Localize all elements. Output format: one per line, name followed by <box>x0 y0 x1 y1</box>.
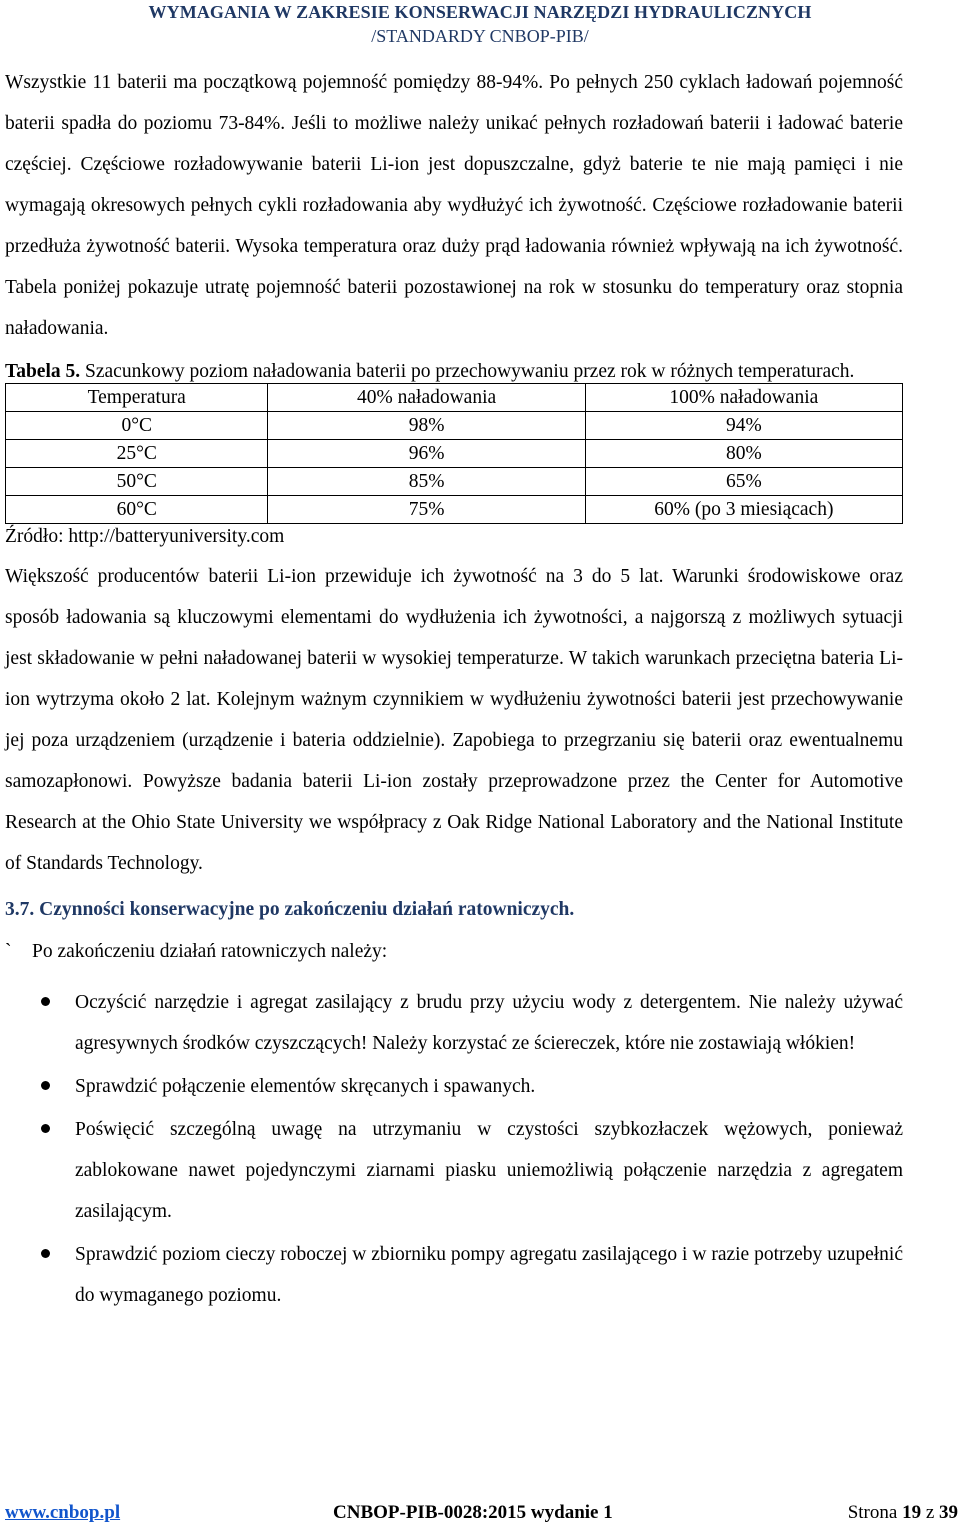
table-cell: 50°C <box>6 468 268 496</box>
table-row <box>6 412 903 440</box>
table-label: Tabela 5. <box>5 361 81 382</box>
table-cell: 65% <box>585 468 902 496</box>
of-word: z <box>925 1502 935 1523</box>
table-row <box>6 440 903 468</box>
list-item-text: Oczyścić narzędzie i agregat zasilający z brudu przy użyciu wody z detergentem. Nie należy używać agresywnych środków czyszczących! Należy korzystać ze ściereczek, które nie zostawiają włókien! <box>75 992 903 1054</box>
table-row <box>6 496 903 524</box>
document-id: CNBOP-PIB-0028:2015 wydanie 1 <box>333 1502 613 1523</box>
table-header-cell: Temperatura <box>6 384 268 412</box>
table-cell: 60°C <box>6 496 268 524</box>
list-item-text: Sprawdzić poziom cieczy roboczej w zbiorniku pompy agregatu zasilającego i w razie potrzeby uzupełnić do wymaganego poziomu. <box>75 1244 903 1306</box>
list-item <box>5 1066 903 1107</box>
table-row <box>6 468 903 496</box>
page-header <box>0 0 960 48</box>
section-intro <box>5 932 903 972</box>
table-header-cell: 100% naładowania <box>585 384 902 412</box>
website-link[interactable]: www.cnbop.pl <box>5 1502 121 1523</box>
section-title: 3.7. Czynności konserwacyjne po zakończeniu działań ratowniczych. <box>5 899 575 920</box>
list-item <box>5 1234 903 1316</box>
page-number: 19 <box>902 1502 922 1523</box>
list-item <box>5 1109 903 1232</box>
table-cell: 98% <box>268 412 585 440</box>
table-header-cell: 40% naładowania <box>268 384 585 412</box>
page-indicator <box>848 1500 958 1526</box>
table-cell: 94% <box>585 412 902 440</box>
table-cell: 60% (po 3 miesiącach) <box>585 496 902 524</box>
maintenance-list <box>5 982 903 1316</box>
list-item-text: Poświęcić szczególną uwagę na utrzymaniu w czystości szybkozłaczek wężowych, ponieważ zablokowane nawet pojedynczymi ziarnami piasku uniemożliwią połączenie narzędzia z agregatem zasilającym. <box>75 1119 903 1222</box>
table-cell: 75% <box>268 496 585 524</box>
page-word: Strona <box>847 1502 898 1523</box>
header-title: WYMAGANIA W ZAKRESIE KONSERWACJI NARZĘDZI HYDRAULICZNYCH <box>148 2 812 22</box>
section-intro-text: Po zakończeniu działań ratowniczych należy: <box>32 941 388 962</box>
table-cell: 96% <box>268 440 585 468</box>
bullet-icon <box>41 1124 50 1133</box>
table-caption <box>5 361 903 383</box>
paragraph-battery-capacity: Wszystkie 11 baterii ma początkową pojemność pomiędzy 88-94%. Po pełnych 250 cyklach ładowań pojemność baterii spadła do poziomu 73-84%. Jeśli to możliwe należy unikać pełnych rozładowań baterii i ładować baterie częściej. Częściowe rozładowywanie baterii Li-ion jest dopuszczalne, gdyż baterie te nie mają pamięci i nie wymagają okresowych pełnych cykli rozładowania aby wydłużyć ich żywotność. Częściowe rozładowanie baterii przedłuża żywotność baterii. Wysoka temperatura oraz duży prąd ładowania również wpływają na ich żywotność. Tabela poniżej pokazuje utratę pojemność baterii pozostawionej na rok w stosunku do temperatury oraz stopnia naładowania. <box>5 72 903 339</box>
table-caption-text: Szacunkowy poziom naładowania baterii po przechowywaniu przez rok w różnych temperaturach. <box>85 361 855 382</box>
table-cell: 25°C <box>6 440 268 468</box>
table-cell: 80% <box>585 440 902 468</box>
bullet-icon <box>41 1081 50 1090</box>
bullet-icon <box>41 1249 50 1258</box>
table-cell: 0°C <box>6 412 268 440</box>
page-content <box>5 62 903 1318</box>
table-source: Źródło: http://batteryuniversity.com <box>5 526 285 547</box>
bullet-icon <box>41 997 50 1006</box>
stray-mark: ` <box>5 941 12 962</box>
storage-table <box>5 383 903 524</box>
list-item <box>5 982 903 1064</box>
list-item-text: Sprawdzić połączenie elementów skręcanych i spawanych. <box>75 1076 536 1097</box>
header-subtitle: /STANDARDY CNBOP-PIB/ <box>371 26 589 46</box>
paragraph-battery-lifetime: Większość producentów baterii Li-ion przewiduje ich żywotność na 3 do 5 lat. Warunki środowiskowe oraz sposób ładowania są kluczowymi elementami do wydłużenia ich żywotności, a najgorszą z możliwych sytuacji jest składowanie w pełni naładowanej baterii w wysokiej temperaturze. W takich warunkach przeciętna bateria Li-ion wytrzyma około 2 lat. Kolejnym ważnym czynnikiem w wydłużeniu żywotności baterii jest przechowywanie jej poza urządzeniem (urządzenie i bateria oddzielnie). Zapobiega to przegrzaniu się baterii oraz ewentualnemu samozapłonowi. Powyższe badania baterii Li-ion zostały przeprowadzone przez the Center for Automotive Research at the Ohio State University we współpracy z Oak Ridge National Laboratory and the National Institute of Standards Technology. <box>5 566 903 874</box>
page-total: 39 <box>939 1502 958 1523</box>
table-header-row <box>6 384 903 412</box>
table-cell: 85% <box>268 468 585 496</box>
